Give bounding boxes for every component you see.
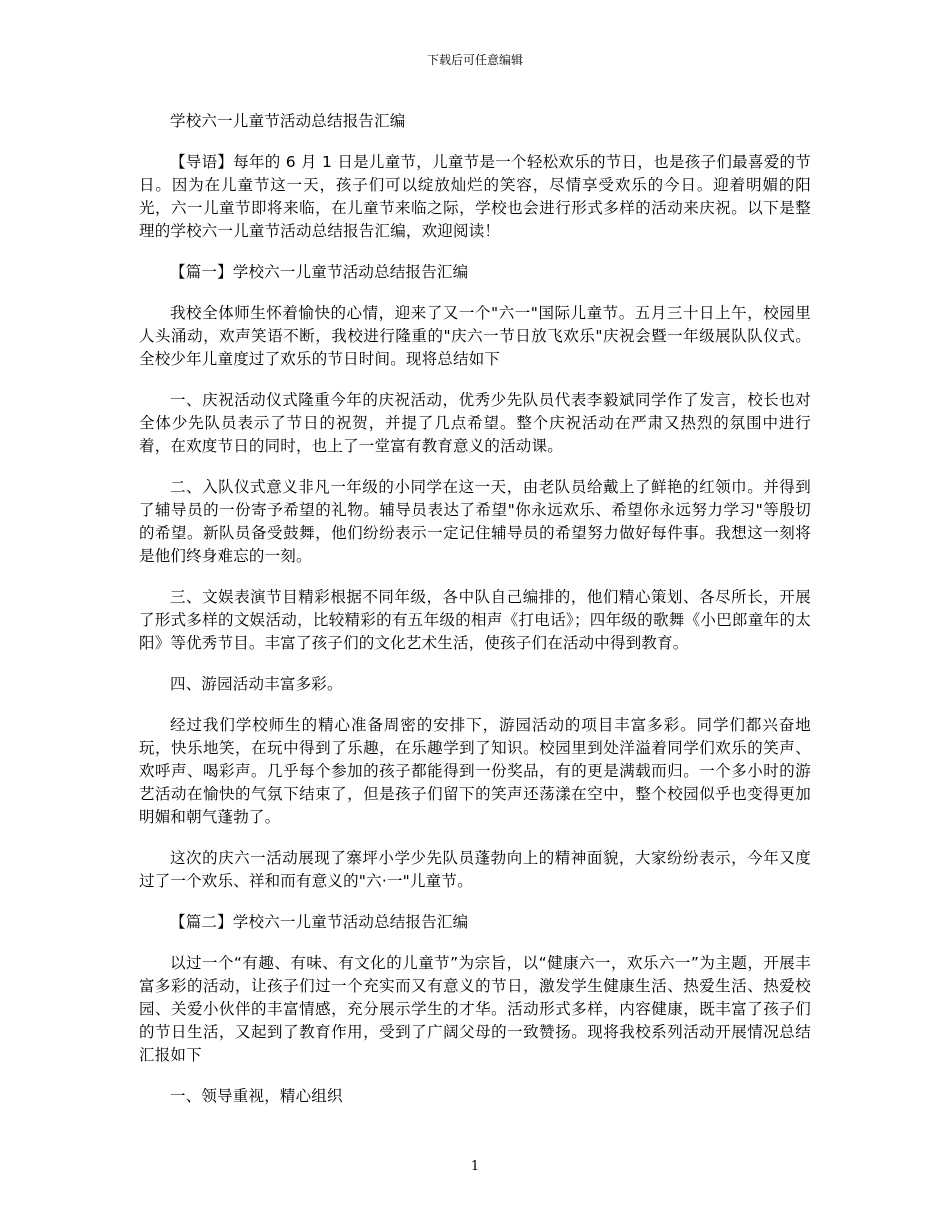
paragraph: 这次的庆六一活动展现了寨坪小学少先队员蓬勃向上的精神面貌，大家纷纷表示，今年又度过了一个欢乐、祥和而有意义的"六·一"儿童节。 — [139, 849, 811, 890]
page-number: 1 — [470, 1159, 480, 1174]
paragraph: 我校全体师生怀着愉快的心情，迎来了又一个"六一"国际儿童节。五月三十日上午，校园里人头涌动，欢声笑语不断，我校进行隆重的"庆六一节日放飞欢乐"庆祝会暨一年级展队队仪式。全校少年儿童度过了欢乐的节日时间。现将总结如下 — [139, 304, 811, 368]
paragraph: 一、庆祝活动仪式隆重今年的庆祝活动，优秀少先队员代表李毅斌同学作了发言，校长也对全体少先队员表示了节日的祝贺，并提了几点希望。整个庆祝活动在严肃又热烈的氛围中进行着，在欢度节日的同时，也上了一堂富有教育意义的活动课。 — [139, 391, 811, 455]
document-title: 学校六一儿童节活动总结报告汇编 — [170, 112, 406, 130]
page-header: 下载后可任意编辑 — [426, 53, 523, 67]
document-body — [139, 110, 811, 1126]
paragraph: 三、文娱表演节目精彩根据不同年级，各中队自己编排的，他们精心策划、各尽所长，开展了形式多样的文娱活动，比较精彩的有五年级的相声《打电话》；四年级的歌舞《小巴郎童年的太阳》等优秀节目。丰富了孩子们的文化艺术生活，使孩子们在活动中得到教育。 — [139, 588, 811, 652]
paragraph: 经过我们学校师生的精心准备周密的安排下，游园活动的项目丰富多彩。同学们都兴奋地玩，快乐地笑，在玩中得到了乐趣，在乐趣学到了知识。校园里到处洋溢着同学们欢乐的笑声、欢呼声、喝彩声。几乎每个参加的孩子都能得到一份奖品，有的更是满载而归。一个多小时的游艺活动在愉快的气氛下结束了，但是孩子们留下的笑声还荡漾在空中，整个校园似乎也变得更加明媚和朝气蓬勃了。 — [139, 716, 811, 826]
section-heading-part1: 【篇一】学校六一儿童节活动总结报告汇编 — [170, 263, 469, 281]
paragraph: 二、入队仪式意义非凡一年级的小同学在这一天，由老队员给戴上了鲜艳的红领巾。并得到了辅导员的一份寄予希望的礼物。辅导员表达了希望"你永远欢乐、希望你永远努力学习"等殷切的希望。新队员备受鼓舞，他们纷纷表示一定记住辅导员的希望努力做好每件事。我想这一刻将是他们终身难忘的一刻。 — [139, 478, 811, 565]
paragraph: 四、游园活动丰富多彩。 — [170, 675, 343, 693]
paragraph: 一、领导重视，精心组织 — [170, 1087, 343, 1105]
section-heading-part2: 【篇二】学校六一儿童节活动总结报告汇编 — [170, 913, 469, 931]
intro-paragraph: 【导语】每年的 6 月 1 日是儿童节，儿童节是一个轻松欢乐的节日，也是孩子们最喜爱的节日。因为在儿童节这一天，孩子们可以绽放灿烂的笑容，尽情享受欢乐的今日。迎着明媚的阳光，六一儿童节即将来临，在儿童节来临之际，学校也会进行形式多样的活动来庆祝。以下是整理的学校六一儿童节活动总结报告汇编，欢迎阅读！ — [139, 153, 811, 240]
paragraph: 以过一个“有趣、有味、有文化的儿童节”为宗旨，以“健康六一，欢乐六一”为主题，开展丰富多彩的活动，让孩子们过一个充实而又有意义的节日，激发学生健康生活、热爱生活、热爱校园、关爱小伙伴的丰富情感，充分展示学生的才华。活动形式多样，内容健康，既丰富了孩子们的节日生活，又起到了教育作用，受到了广阔父母的一致赞扬。现将我校系列活动开展情况总结汇报如下 — [139, 954, 811, 1064]
